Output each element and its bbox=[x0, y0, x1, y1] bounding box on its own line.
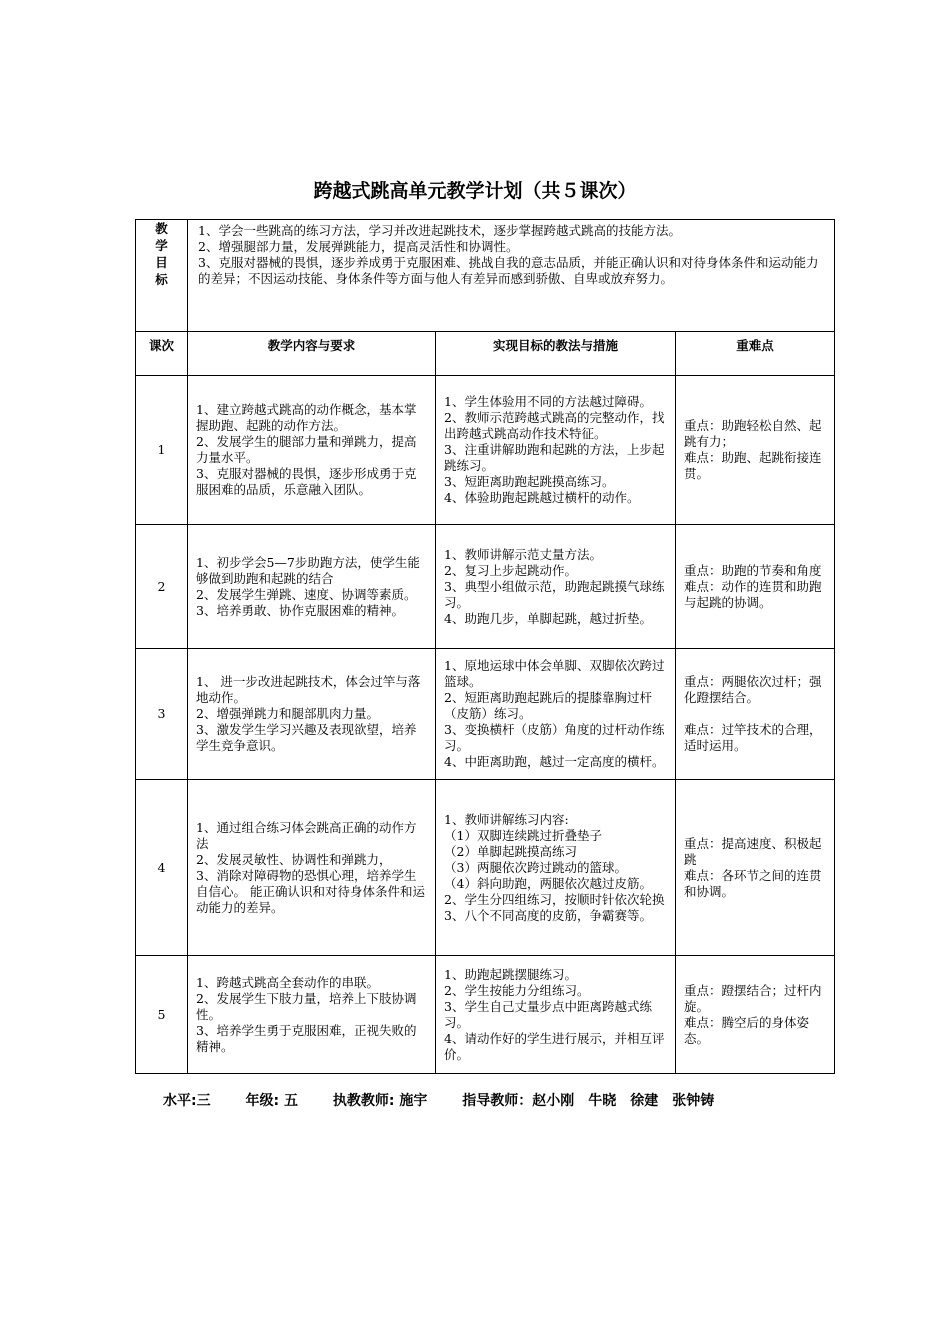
focus-line: 难点：动作的连贯和助跑与起跳的协调。 bbox=[684, 578, 822, 610]
goals-label bbox=[136, 220, 188, 332]
goal-line: 1、学会一些跳高的练习方法，学习并改进起跳技术，逐步掌握跨越式跳高的技能方法。 bbox=[198, 223, 681, 238]
content-line: 2、增强弹跳力和腿部肌肉力量。 bbox=[196, 706, 379, 721]
lesson-methods bbox=[436, 525, 676, 649]
methods-line: 3、八个不同高度的皮筋，争霸赛等。 bbox=[444, 907, 652, 923]
content-line: 3、培养勇敢、协作克服困难的精神。 bbox=[196, 602, 404, 618]
goals-text bbox=[188, 220, 835, 332]
methods-line: 3、变换横杆（皮筋）角度的过杆动作练习。 bbox=[444, 722, 665, 753]
goal-line: 3、克服对器械的畏惧，逐步养成勇于克服困难、挑战自我的意志品质，并能正确认识和对待身体条件和运动能力的差异；不因运动技能、身体条件等方面与他人有差异而感到骄傲、自卑或放弃努力。 bbox=[198, 255, 819, 286]
focus-line: 重点：两腿依次过杆；强化蹬摆结合。 bbox=[684, 674, 822, 705]
content-line: 2、发展灵敏性、协调性和弹跳力， bbox=[196, 851, 392, 867]
methods-line: 3、学生自己丈量步点中距离跨越式练习。 bbox=[444, 998, 652, 1030]
focus-line: 重点：助跑的节奏和角度 bbox=[684, 562, 822, 578]
lesson-focus bbox=[676, 525, 835, 649]
methods-line: 1、教师讲解示范丈量方法。 bbox=[444, 546, 602, 562]
methods-line: （4）斜向助跑，两腿依次越过皮筋。 bbox=[444, 875, 652, 891]
lesson-plan-table bbox=[135, 219, 835, 1074]
focus-line: 难点：过竿技术的合理，适时运用。 bbox=[684, 722, 822, 753]
methods-line: 4、助跑几步，单脚起跳，越过折垫。 bbox=[444, 610, 652, 626]
methods-line: （2）单脚起跳摸高练习 bbox=[444, 843, 577, 859]
methods-line: 4、中距离助跑，越过一定高度的横杆。 bbox=[444, 754, 665, 769]
footer-teacher: 执教教师: 施宇 bbox=[332, 1093, 428, 1109]
page-title: 跨越式跳高单元教学计划（共５课次） bbox=[313, 180, 637, 202]
lesson-row bbox=[136, 956, 835, 1074]
lesson-content bbox=[188, 525, 436, 649]
lesson-focus bbox=[676, 649, 835, 780]
lesson-number: 5 bbox=[136, 956, 188, 1074]
methods-line: （3）两腿依次跨过跳动的篮球。 bbox=[444, 859, 627, 875]
content-line: 1、 进一步改进起跳技术，体会过竿与落地动作。 bbox=[196, 674, 421, 705]
lesson-content bbox=[188, 956, 436, 1074]
methods-line: 1、教师讲解练习内容: bbox=[444, 811, 569, 827]
methods-line: 2、短距离助跑起跳后的提膝靠胸过杆（皮筋）练习。 bbox=[444, 690, 652, 721]
header-focus: 重难点 bbox=[676, 332, 835, 376]
header-row bbox=[136, 332, 835, 376]
content-line: 1、跨越式跳高全套动作的串联。 bbox=[196, 974, 379, 990]
lesson-methods bbox=[436, 956, 676, 1074]
goals-label-char: 标 bbox=[155, 272, 168, 287]
methods-line: 2、复习上步起跳动作。 bbox=[444, 562, 577, 578]
footer-level: 水平:三 bbox=[163, 1093, 211, 1109]
footer-grade: 年级: 五 bbox=[245, 1093, 298, 1109]
lesson-methods bbox=[436, 376, 676, 525]
lesson-content bbox=[188, 649, 436, 780]
methods-line: 1、学生体验用不同的方法越过障碍。 bbox=[444, 394, 652, 409]
content-line: 3、克服对器械的畏惧，逐步形成勇于克服困难的品质，乐意融入团队。 bbox=[196, 466, 417, 497]
goals-label-char: 目 bbox=[155, 255, 168, 270]
lesson-content bbox=[188, 780, 436, 956]
goal-line: 2、增强腿部力量，发展弹跳能力，提高灵活性和协调性。 bbox=[198, 239, 519, 254]
header-content: 教学内容与要求 bbox=[188, 332, 436, 376]
lesson-number: 4 bbox=[136, 780, 188, 956]
content-line: 3、消除对障碍物的恐惧心理，培养学生自信心。 能正确认识和对待身体条件和运动能力的差异。 bbox=[196, 867, 425, 915]
lesson-content bbox=[188, 376, 436, 525]
focus-line: 重点：助跑轻松自然、起跳有力； bbox=[684, 418, 822, 449]
focus-line: 难点：各环节之间的连贯和协调。 bbox=[684, 867, 822, 899]
footer bbox=[163, 1090, 744, 1110]
content-line: 1、初步学会5—7步助跑方法，使学生能够做到助跑和起跳的结合 bbox=[196, 554, 420, 586]
methods-line: （1）双脚连续跳过折叠垫子 bbox=[444, 827, 602, 843]
footer-advisors: 指导教师：赵小刚 牛晓 徐建 张钟铸 bbox=[462, 1093, 715, 1109]
lesson-row bbox=[136, 649, 835, 780]
methods-line: 2、学生分四组练习，按顺时针依次轮换 bbox=[444, 891, 665, 907]
methods-line: 3、短距离助跑起跳摸高练习。 bbox=[444, 474, 615, 489]
content-line: 3、激发学生学习兴趣及表现欲望，培养学生竞争意识。 bbox=[196, 722, 417, 753]
lesson-methods bbox=[436, 780, 676, 956]
lesson-focus bbox=[676, 376, 835, 525]
lesson-number: 2 bbox=[136, 525, 188, 649]
methods-line: 3、注重讲解助跑和起跳的方法，上步起跳练习。 bbox=[444, 442, 665, 473]
methods-line: 1、原地运球中体会单脚、双脚依次跨过篮球。 bbox=[444, 658, 665, 689]
goals-label-char: 学 bbox=[155, 238, 168, 253]
content-line: 2、发展学生弹跳、速度、协调等素质。 bbox=[196, 586, 417, 602]
lesson-number: 3 bbox=[136, 649, 188, 780]
content-line: 3、培养学生勇于克服困难，正视失败的精神。 bbox=[196, 1022, 417, 1054]
lesson-focus bbox=[676, 956, 835, 1074]
methods-line: 3、典型小组做示范，助跑起跳摸气球练习。 bbox=[444, 578, 665, 610]
focus-line: 难点：助跑、起跳衔接连贯。 bbox=[684, 450, 822, 481]
lesson-focus bbox=[676, 780, 835, 956]
focus-line: 重点：提高速度、积极起跳 bbox=[684, 835, 822, 867]
focus-line: 重点：蹬摆结合；过杆内旋。 bbox=[684, 982, 822, 1014]
content-line: 1、建立跨越式跳高的动作概念，基本掌握助跑、起跳的动作方法。 bbox=[196, 402, 417, 433]
header-methods: 实现目标的教法与措施 bbox=[436, 332, 676, 376]
content-line: 1、通过组合练习体会跳高正确的动作方法 bbox=[196, 819, 417, 851]
methods-line: 1、助跑起跳摆腿练习。 bbox=[444, 966, 577, 982]
content-line: 2、发展学生下肢力量，培养上下肢协调性。 bbox=[196, 990, 417, 1022]
lesson-methods bbox=[436, 649, 676, 780]
lesson-row bbox=[136, 376, 835, 525]
lesson-row bbox=[136, 780, 835, 956]
content-line: 2、发展学生的腿部力量和弹跳力，提高力量水平。 bbox=[196, 434, 417, 465]
header-lesson: 课次 bbox=[136, 332, 188, 376]
lesson-row bbox=[136, 525, 835, 649]
methods-line: 2、教师示范跨越式跳高的完整动作，找出跨越式跳高动作技术特征。 bbox=[444, 410, 665, 441]
methods-line: 2、学生按能力分组练习。 bbox=[444, 982, 590, 998]
methods-line: 4、体验助跑起跳越过横杆的动作。 bbox=[444, 490, 640, 505]
lesson-number: 1 bbox=[136, 376, 188, 525]
methods-line: 4、请动作好的学生进行展示，并相互评价。 bbox=[444, 1030, 665, 1062]
focus-line: 难点：腾空后的身体姿态。 bbox=[684, 1014, 810, 1046]
goals-row bbox=[136, 220, 835, 332]
focus-line bbox=[684, 706, 826, 722]
goals-label-char: 教 bbox=[155, 221, 168, 236]
